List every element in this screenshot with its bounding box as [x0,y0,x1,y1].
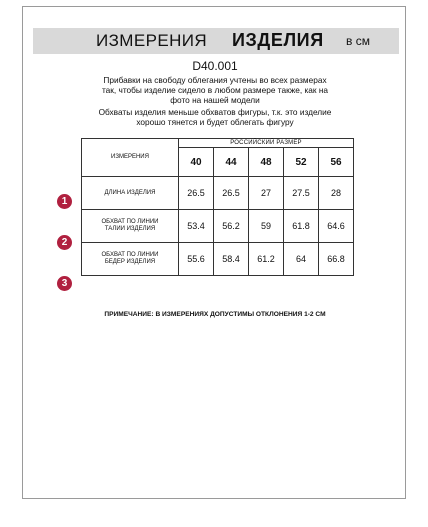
measurement-number-badge: 1 [57,194,72,209]
value-cell: 61.2 [249,243,284,276]
product-code: D40.001 [192,59,238,73]
value-cell: 64 [284,243,319,276]
table-row [82,243,354,276]
measurement-number-badge: 3 [57,276,72,291]
title-measurements: ИЗМЕРЕНИЯ [96,31,208,50]
value-cell: 28 [319,177,354,210]
value-cell: 27.5 [284,177,319,210]
value-cell: 26.5 [179,177,214,210]
fit-note-paragraph [63,75,367,105]
measurement-sheet [22,6,406,499]
stretch-note-paragraph [63,107,367,127]
value-cell: 58.4 [214,243,249,276]
value-cell: 61.8 [284,210,319,243]
row-label-line: ТАЛИИ ИЗДЕЛИЯ [104,226,156,232]
row-label-line: БЕДЕР ИЗДЕЛИЯ [104,259,156,265]
measurement-number-badge: 2 [57,235,72,250]
tolerance-note: ПРИМЕЧАНИЕ: В ИЗМЕРЕНИЯХ ДОПУСТИМЫ ОТКЛОНЕНИЯ 1-2 СМ [104,311,326,318]
row-label [82,243,179,276]
row-label-line: ДЛИНА ИЗДЕЛИЯ [104,189,156,196]
fit-note-line: фото на нашей модели [170,95,260,105]
row-label-line: ОБХВАТ ПО ЛИНИИ [101,252,159,258]
size-cell: 40 [179,148,214,177]
value-cell: 64.6 [319,210,354,243]
size-system-header: РОССИЙСКИЙ РАЗМЕР [179,139,354,148]
value-cell: 59 [249,210,284,243]
row-label-line: ОБХВАТ ПО ЛИНИИ [101,219,159,225]
stretch-note-line: Обхваты изделия меньше обхватов фигуры, т.к. это изделие [98,107,332,117]
table-row [82,210,354,243]
size-cell: 52 [284,148,319,177]
title-product: ИЗДЕЛИЯ [232,30,324,50]
table-header-row [82,139,354,148]
stretch-note-line: хорошо тянется и будет облегать фигуру [136,117,294,127]
row-label [82,210,179,243]
value-cell: 56.2 [214,210,249,243]
fit-note-line: Прибавки на свободу облегания учтены во всех размерах [103,75,327,85]
size-cell: 56 [319,148,354,177]
value-cell: 55.6 [179,243,214,276]
value-cell: 26.5 [214,177,249,210]
value-cell: 66.8 [319,243,354,276]
size-cell: 48 [249,148,284,177]
unit-label: в см [346,34,370,48]
title-banner [33,28,399,54]
size-cell: 44 [214,148,249,177]
value-cell: 53.4 [179,210,214,243]
measurement-table [81,138,354,276]
value-cell: 27 [249,177,284,210]
fit-note-line: так, чтобы изделие сидело в любом размере также, как на [101,85,329,95]
row-label [82,177,179,210]
measure-column-header: ИЗМЕРЕНИЯ [82,139,179,177]
table-row [82,177,354,210]
